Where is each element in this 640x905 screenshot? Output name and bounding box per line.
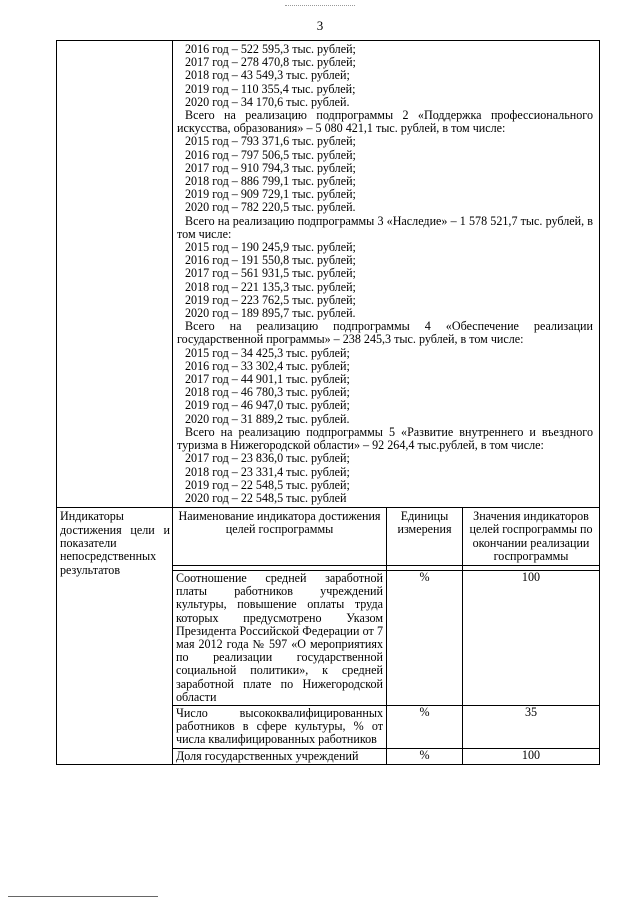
- scan-artifact-line: [285, 5, 355, 6]
- finance-cell: [173, 41, 600, 508]
- page-number: 3: [316, 18, 324, 33]
- year-amount-line: 2018 год – 46 780,3 тыс. рублей;: [185, 385, 350, 400]
- year-amount-line: 2017 год – 278 470,8 тыс. рублей;: [185, 55, 356, 70]
- indicator-name: Доля государственных учреждений: [173, 748, 387, 764]
- year-amount-line: 2019 год – 223 762,5 тыс. рублей;: [185, 292, 356, 307]
- subprogram-2-total: Всего на реализацию подпрограммы 2 «Поддержка профессионального искусства, образования» – 5 080 421,1 тыс. рублей, в том числе:: [177, 108, 593, 136]
- indicator-name: Число высококвалифицированных работников в сфере культуры, % от числа квалифицированных работников: [173, 705, 387, 748]
- indicator-value: 100: [463, 570, 600, 705]
- year-amount-line: 2018 год – 221 135,3 тыс. рублей;: [185, 279, 356, 294]
- indicator-name: Соотношение средней заработной платы работников учреждений культуры, повышение оплаты труда которых предусмотрено Указом Президента Российской Федерации от 7 мая 2012 года № 597 «О мероприятиях по реализации государственной социальной политики», к средней заработной плате по Нижегородской области: [173, 570, 387, 705]
- finance-row: [57, 41, 600, 508]
- year-amount-line: 2015 год – 793 371,6 тыс. рублей;: [185, 134, 356, 149]
- year-amount-line: 2017 год – 44 901,1 тыс. рублей;: [185, 372, 350, 387]
- year-amount-line: 2017 год – 910 794,3 тыс. рублей;: [185, 160, 356, 175]
- year-amount-line: 2020 год – 782 220,5 тыс. рублей.: [185, 200, 356, 215]
- subprogram-4-total: Всего на реализацию подпрограммы 4 «Обеспечение реализации государственной программы» – 238 245,3 тыс. рублей, в том числе:: [177, 319, 593, 347]
- header-indicator-name: Наименование индикатора достижения целей госпрограммы: [173, 508, 387, 566]
- year-amount-line: 2019 год – 909 729,1 тыс. рублей;: [185, 187, 356, 202]
- year-amount-line: 2019 год – 110 355,4 тыс. рублей;: [185, 81, 356, 96]
- header-value: Значения индикаторов целей госпрограммы по окончании реализации госпрограммы: [463, 508, 600, 566]
- passport-table: [56, 40, 600, 765]
- subprogram-3-total: Всего на реализацию подпрограммы 3 «Наследие» – 1 578 521,7 тыс. рублей, в том числе:: [177, 213, 593, 241]
- subprogram-4-years: [177, 347, 593, 426]
- year-amount-line: 2019 год – 22 548,5 тыс. рублей;: [185, 477, 350, 492]
- indicators-section-label: Индикаторы достижения цели и показатели непосредственных результатов: [57, 508, 173, 765]
- year-amount-line: 2019 год – 46 947,0 тыс. рублей;: [185, 398, 350, 413]
- year-amount-line: 2015 год – 190 245,9 тыс. рублей;: [185, 240, 356, 255]
- year-amount-line: 2020 год – 31 889,2 тыс. рублей.: [185, 411, 350, 426]
- year-amount-line: 2015 год – 34 425,3 тыс. рублей;: [185, 345, 350, 360]
- year-amount-line: 2016 год – 522 595,3 тыс. рублей;: [185, 42, 356, 56]
- indicator-unit: %: [387, 705, 463, 748]
- year-amount-line: 2016 год – 797 506,5 тыс. рублей;: [185, 147, 356, 162]
- year-amount-line: 2020 год – 189 895,7 тыс. рублей.: [185, 306, 356, 321]
- finance-label-cell: [57, 41, 173, 508]
- indicator-value: 35: [463, 705, 600, 748]
- subprogram-2-years: [177, 135, 593, 214]
- indicator-unit: %: [387, 748, 463, 764]
- subprogram-5-years: [177, 452, 593, 505]
- year-amount-line: 2018 год – 23 331,4 тыс. рублей;: [185, 464, 350, 479]
- year-amount-line: 2016 год – 33 302,4 тыс. рублей;: [185, 358, 350, 373]
- indicator-value: 100: [463, 748, 600, 764]
- header-unit: Единицы измерения: [387, 508, 463, 566]
- year-amount-line: 2020 год – 22 548,5 тыс. рублей: [185, 490, 347, 505]
- year-amount-line: 2018 год – 43 549,3 тыс. рублей;: [185, 68, 350, 83]
- year-amount-line: 2017 год – 23 836,0 тыс. рублей;: [185, 451, 350, 466]
- year-amount-line: 2017 год – 561 931,5 тыс. рублей;: [185, 266, 356, 281]
- year-amount-line: 2016 год – 191 550,8 тыс. рублей;: [185, 253, 356, 268]
- year-amount-line: 2018 год – 886 799,1 тыс. рублей;: [185, 174, 356, 189]
- footnote-rule: [8, 896, 158, 897]
- indicators-header-row: [57, 508, 600, 566]
- subprogram-3-years: [177, 241, 593, 320]
- subprogram-5-total: Всего на реализацию подпрограммы 5 «Развитие внутреннего и въездного туризма в Нижегородской области» – 92 264,4 тыс.рублей, в том числе:: [177, 424, 593, 453]
- subprogram-1-years: [177, 43, 593, 109]
- year-amount-line: 2020 год – 34 170,6 тыс. рублей.: [185, 94, 350, 109]
- indicator-unit: %: [387, 570, 463, 705]
